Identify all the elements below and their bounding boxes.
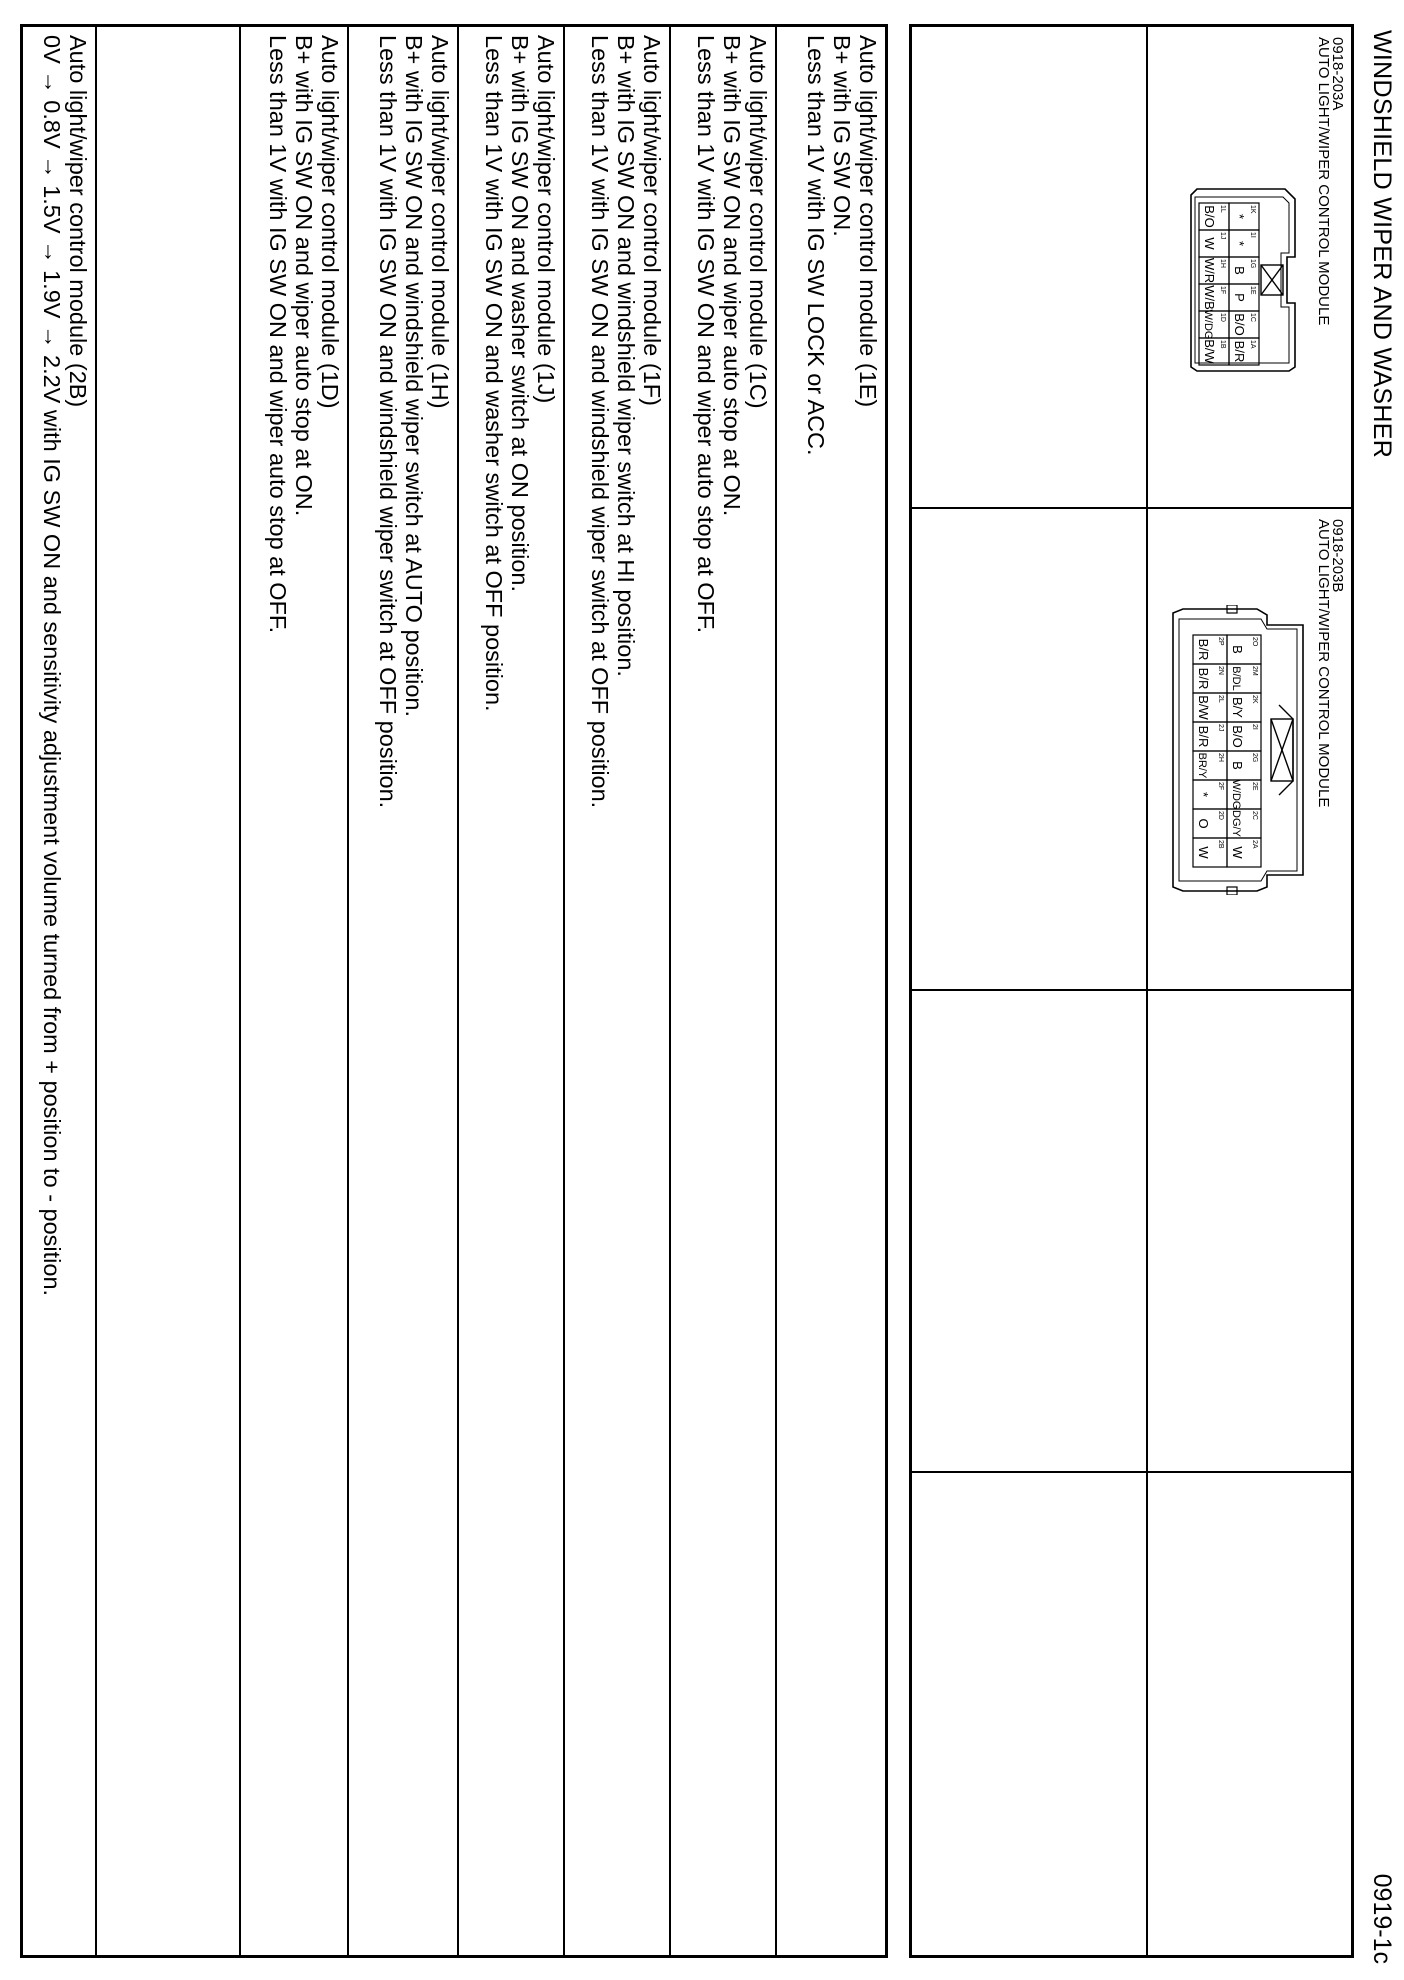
description-line: Auto light/wiper control module (1D) [317, 35, 343, 409]
page-number: 0919-1c [1368, 1873, 1396, 1964]
pin-number: 1A [1249, 340, 1256, 349]
description-line: Auto light/wiper control module (1E) [855, 35, 881, 408]
description-line: Less than 1V with IG SW ON and windshield wiper switch at OFF position. [375, 35, 401, 809]
description-line: B+ with IG SW ON and wiper auto stop at ON. [291, 35, 317, 517]
pin-wire-color: B [1230, 645, 1245, 654]
description-line: Auto light/wiper control module (1J) [533, 35, 559, 404]
pin-wire-color: * [1232, 213, 1247, 220]
description-line: Less than 1V with IG SW LOCK or ACC. [803, 35, 829, 456]
description-row [775, 27, 885, 1955]
connector-code: 0918-203B [1329, 519, 1346, 593]
pin-number: 2B [1217, 840, 1224, 849]
connector-cell-a [1146, 27, 1351, 509]
pin-number: 2N [1217, 666, 1224, 675]
description-line: Less than 1V with IG SW ON and wiper auto stop at OFF. [693, 35, 719, 634]
description-table [20, 24, 888, 1958]
pin-wire-color: B/O [1202, 205, 1217, 228]
pin-number: 1H [1219, 259, 1226, 268]
connector-table [909, 24, 1354, 1958]
description-row [23, 27, 95, 1955]
connector-a-diagram [1187, 185, 1299, 375]
pin-wire-color: B/DL [1230, 666, 1242, 691]
pin-number: 2E [1251, 782, 1258, 791]
description-row [669, 27, 775, 1955]
pin-number: 2F [1217, 782, 1224, 791]
connector-b-diagram [1167, 605, 1307, 895]
connector-cell-b [1146, 509, 1351, 991]
pin-wire-color: B/R [1196, 638, 1211, 661]
description-row [95, 27, 239, 1955]
pin-wire-color: B [1232, 266, 1247, 275]
pin-number: 1G [1249, 259, 1256, 269]
pin-wire-color: W/R [1202, 257, 1217, 284]
pin-wire-color: BR/Y [1196, 752, 1208, 779]
connector-a-latch [1261, 265, 1283, 295]
pin-wire-color: W [1202, 237, 1217, 250]
pin-number: 2P [1217, 637, 1224, 646]
description-line: B+ with IG SW ON and washer switch at ON position. [507, 35, 533, 593]
pin-wire-color: * [1232, 240, 1247, 247]
pin-number: 2H [1217, 753, 1224, 762]
pin-wire-color: W [1196, 846, 1211, 859]
pin-wire-color: B [1230, 761, 1245, 770]
pin-wire-color: DG/Y [1230, 810, 1242, 837]
pin-number: 2M [1251, 666, 1258, 676]
description-line: Auto light/wiper control module (2B) [65, 35, 91, 408]
pin-wire-color: B/O [1232, 313, 1247, 336]
description-line: B+ with IG SW ON and wiper auto stop at ON. [719, 35, 745, 517]
pin-wire-color: W [1230, 846, 1245, 859]
description-line: Auto light/wiper control module (1F) [639, 35, 665, 406]
connector-cell-empty [912, 991, 1146, 1473]
connector-cell-empty [912, 509, 1146, 991]
pin-wire-color: B/R [1196, 725, 1211, 748]
description-row [239, 27, 347, 1955]
pin-number: 2O [1251, 637, 1258, 647]
pin-number: 2C [1251, 811, 1258, 820]
pin-wire-color: P [1232, 293, 1247, 302]
pin-number: 1D [1219, 313, 1226, 322]
pin-number: 1F [1219, 286, 1226, 295]
pin-number: 2I [1251, 724, 1258, 730]
pin-number: 1J [1219, 232, 1226, 240]
connector-name: AUTO LIGHT/WIPER CONTROL MODULE [1315, 37, 1332, 326]
description-line: Less than 1V with IG SW ON and washer switch at OFF position. [481, 35, 507, 712]
pin-wire-color: B/W [1202, 339, 1217, 364]
pin-number: 2J [1217, 724, 1224, 732]
pin-wire-color: B/W [1196, 695, 1211, 720]
description-line: Auto light/wiper control module (1H) [427, 35, 453, 409]
description-line: 0V → 0.8V → 1.5V → 1.9V → 2.2V with IG SW ON and sensitivity adjustment volume turned from + position to - position. [39, 35, 65, 1297]
description-line: B+ with IG SW ON and windshield wiper switch at HI position. [613, 35, 639, 677]
pin-wire-color: O [1196, 818, 1211, 829]
page-title: WINDSHIELD WIPER AND WASHER [1368, 30, 1396, 459]
description-line: B+ with IG SW ON and windshield wiper switch at AUTO position. [401, 35, 427, 717]
pin-wire-color: B/O [1230, 725, 1245, 748]
description-row [347, 27, 457, 1955]
description-line: Less than 1V with IG SW ON and wiper auto stop at OFF. [265, 35, 291, 634]
description-line: Auto light/wiper control module (1C) [745, 35, 771, 409]
connector-b-latch [1271, 705, 1293, 795]
pin-number: 1K [1249, 205, 1256, 214]
pin-wire-color: * [1196, 791, 1211, 798]
description-line: B+ with IG SW ON. [829, 35, 855, 237]
pin-wire-color: B/Y [1230, 697, 1245, 718]
pin-wire-color: W/DG [1202, 309, 1214, 340]
connector-cell-empty [1146, 1473, 1351, 1955]
pin-number: 2L [1217, 695, 1224, 703]
pin-wire-color: B/R [1196, 667, 1211, 690]
pin-number: 2D [1217, 811, 1224, 820]
pin-number: 1L [1219, 205, 1226, 213]
connector-cell-empty [912, 27, 1146, 509]
connector-cell-empty [912, 1473, 1146, 1955]
description-row [563, 27, 669, 1955]
description-row [457, 27, 563, 1955]
pin-number: 2G [1251, 753, 1258, 763]
connector-cell-empty [1146, 991, 1351, 1473]
pin-wire-color: B/R [1232, 340, 1247, 363]
pin-number: 2A [1251, 840, 1258, 849]
description-line: Less than 1V with IG SW ON and windshield wiper switch at OFF position. [587, 35, 613, 809]
connector-code: 0918-203A [1329, 37, 1346, 111]
pin-number: 1E [1249, 286, 1256, 295]
pin-number: 1B [1219, 340, 1226, 349]
connector-name: AUTO LIGHT/WIPER CONTROL MODULE [1315, 519, 1332, 808]
pin-number: 1I [1249, 232, 1256, 238]
pin-number: 2K [1251, 695, 1258, 704]
pin-number: 1C [1249, 313, 1256, 322]
pin-wire-color: W/DG [1230, 779, 1242, 810]
pin-wire-color: W/B [1202, 285, 1217, 310]
